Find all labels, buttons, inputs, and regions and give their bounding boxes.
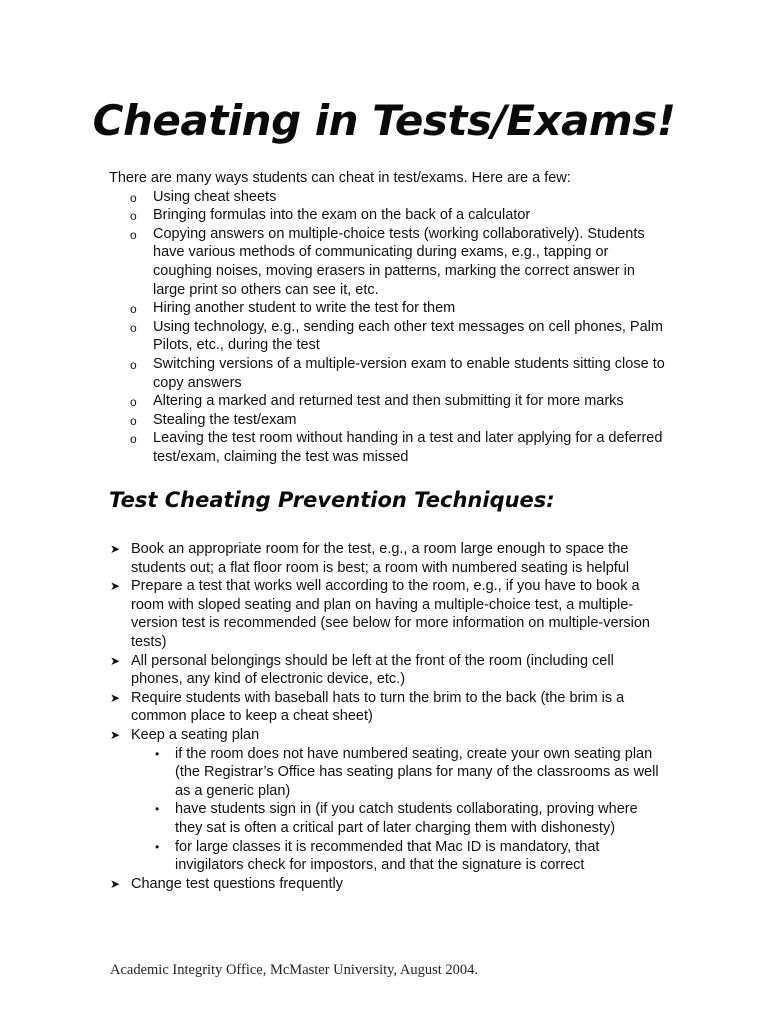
prevention-section <box>109 540 669 893</box>
list-item: o Stealing the test/exam <box>109 411 669 430</box>
list-item: o Switching versions of a multiple-version exam to enable students sitting close to copy answers <box>130 355 665 391</box>
circle-bullet-icon: o <box>130 395 137 410</box>
circle-bullet-icon: o <box>130 209 137 224</box>
list-item: o Using cheat sheets <box>109 188 669 207</box>
list-item: o Leaving the test room without handing in a test and later applying for a deferred test/exam, claiming the test was missed <box>130 430 663 465</box>
list-item: o Bringing formulas into the exam on the back of a calculator <box>109 206 669 225</box>
arrow-bullet-icon: ➤ <box>110 653 121 668</box>
prevention-heading: Test Cheating Prevention Techniques: <box>109 488 555 512</box>
intro-section <box>109 169 669 467</box>
circle-bullet-icon: o <box>130 320 137 335</box>
list-item: • have students sign in (if you catch students collaborating, proving where they sat is often a critical part of later charging them with dishonesty) <box>155 801 638 836</box>
list-item: o Using technology, e.g., sending each other text messages on cell phones, Palm Pilots, etc., during the test <box>130 318 663 354</box>
list-item: • if the room does not have numbered seating, create your own seating plan (the Registrar’s Office has seating plans for many of the classrooms as well as a generic plan) <box>155 745 659 799</box>
list-item: ➤ Book an appropriate room for the test, e.g., a room large enough to space the students out; a flat floor room is best; a room with numbered seating is helpful <box>110 541 630 576</box>
arrow-bullet-icon: ➤ <box>110 727 121 742</box>
dot-bullet-icon: • <box>155 746 160 761</box>
intro-text: There are many ways students can cheat in test/exams. Here are a few: <box>109 170 571 186</box>
arrow-bullet-icon: ➤ <box>110 876 121 891</box>
list-item: ➤ Change test questions frequently <box>110 875 343 892</box>
circle-bullet-icon: o <box>130 357 137 372</box>
circle-bullet-icon: o <box>130 227 137 242</box>
arrow-bullet-icon: ➤ <box>110 542 121 556</box>
circle-bullet-icon: o <box>130 190 137 205</box>
arrow-bullet-icon: ➤ <box>110 690 121 705</box>
arrow-bullet-icon: ➤ <box>110 579 121 594</box>
dot-bullet-icon: • <box>155 839 160 854</box>
prevention-list <box>109 540 669 893</box>
page-title: Cheating in Tests/Exams! <box>92 96 676 145</box>
circle-bullet-icon: o <box>130 432 137 447</box>
list-item: ➤ Require students with baseball hats to turn the brim to the back (the brim is a common place to keep a cheat sheet) <box>110 689 625 725</box>
list-item: • for large classes it is recommended that Mac ID is mandatory, that invigilators check for impostors, and that the signature is correct <box>155 838 600 874</box>
list-item: ➤ Prepare a test that works well according to the room, e.g., if you have to book a room with sloped seating and plan on having a multiple-choice test, a multiple-version test is recommended (see below for more information on multiple-version tests) <box>110 578 650 650</box>
seating-plan-list <box>131 745 669 875</box>
cheating-methods-list <box>109 188 669 467</box>
list-item: o Hiring another student to write the test for them <box>109 299 669 318</box>
list-item: o Altering a marked and returned test and then submitting it for more marks <box>109 392 669 411</box>
list-item: ➤ All personal belongings should be left at the front of the room (including cell phones, any kind of electronic device, etc.) <box>110 652 614 688</box>
dot-bullet-icon: • <box>155 802 160 817</box>
circle-bullet-icon: o <box>130 413 137 428</box>
list-item: o Copying answers on multiple-choice tests (working collaboratively). Students have various methods of communicating during exams, e.g., tapping or coughing noises, moving erasers in patterns, marking the correct answer in large print so others can see it, etc. <box>130 225 645 298</box>
circle-bullet-icon: o <box>130 302 137 317</box>
footer-text: Academic Integrity Office, McMaster University, August 2004. <box>110 962 479 978</box>
list-item: ➤ Keep a seating plan • if the room does not have numbered seating, create your own seating plan (the Registrar’s Office has seating plans for many of the classrooms as well as a generic plan) • have students sign in (if you catch students collaborating, proving where they sat is often a critical part of later charging them with dishonesty) • for large classes it is recommended that Mac ID is mandatory, that invigilators check for impostors, and that the signature is correct <box>109 726 669 875</box>
